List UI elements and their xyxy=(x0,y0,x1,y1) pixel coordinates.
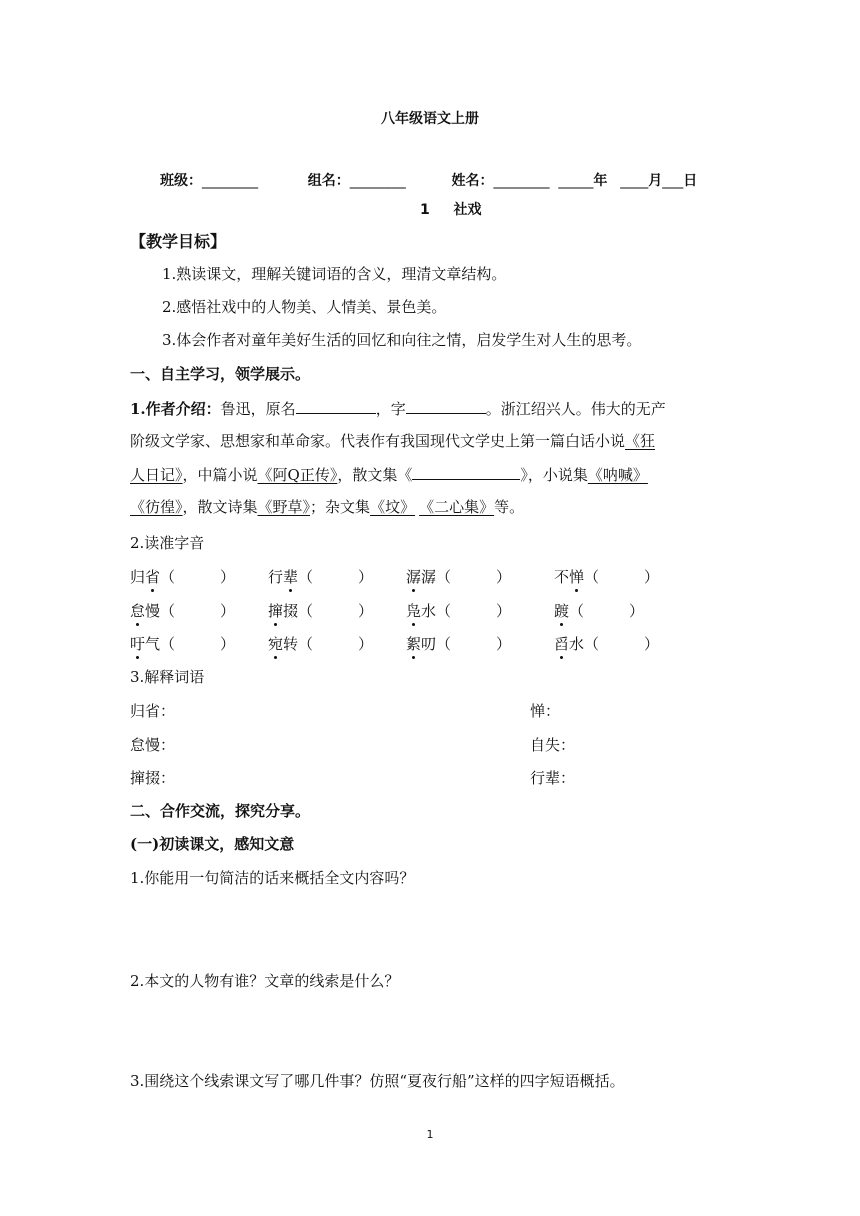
group-label: 组名： xyxy=(307,173,350,189)
emphasis-char: 潺 xyxy=(406,568,422,586)
pinyin-answer-blank[interactable]: （ ） xyxy=(436,635,512,653)
work-title: 《呐喊》 xyxy=(587,466,648,484)
word-char: 行 xyxy=(268,568,284,586)
pronounce-heading: 2.读准字音 xyxy=(130,534,205,552)
emphasis-char: 舀 xyxy=(554,635,570,653)
info-line xyxy=(160,170,697,190)
pinyin-answer-blank[interactable]: （ ） xyxy=(436,568,512,586)
author-text: ，中篇小说 xyxy=(182,466,258,484)
emphasis-char: 吁 xyxy=(130,635,146,653)
emphasis-char: 辈 xyxy=(283,568,299,586)
question-item: 1.你能用一句简洁的话来概括全文内容吗？ xyxy=(130,869,415,887)
author-text: ，字 xyxy=(375,400,406,418)
author-text: 。浙江绍兴人。伟大的无产 xyxy=(485,400,666,418)
pronounce-item xyxy=(130,600,235,621)
author-label: 1.作者介绍： xyxy=(130,400,221,418)
author-text: 》，小说集 xyxy=(520,466,588,484)
word-item: 行辈： xyxy=(530,769,576,787)
work-title: 《彷徨》 xyxy=(130,498,183,516)
class-field[interactable]: ________ xyxy=(202,173,258,189)
word-char: 掇 xyxy=(283,602,299,620)
pinyin-answer-blank[interactable]: （ ） xyxy=(160,635,236,653)
name-label: 姓名： xyxy=(451,173,494,189)
pinyin-answer-blank[interactable]: （ ） xyxy=(584,568,660,586)
word-item: 撺掇： xyxy=(130,769,176,787)
month-field[interactable]: ____ xyxy=(620,173,649,189)
month-label: 月 xyxy=(648,173,663,189)
word-item: 归省： xyxy=(130,702,176,720)
word-item: 怠慢： xyxy=(130,736,176,754)
pinyin-answer-blank[interactable]: （ ） xyxy=(584,635,660,653)
pinyin-answer-blank[interactable]: （ ） xyxy=(298,568,374,586)
pinyin-answer-blank[interactable]: （ ） xyxy=(298,602,374,620)
author-line-3 xyxy=(130,463,648,485)
pinyin-answer-blank[interactable]: （ ） xyxy=(160,602,236,620)
word-char: 潺 xyxy=(421,568,437,586)
work-title: 《二心集》 xyxy=(419,498,495,516)
word-char: 归 xyxy=(130,568,146,586)
goals-heading: 【教学目标】 xyxy=(130,232,227,251)
author-text: 鲁迅，原名 xyxy=(220,400,296,418)
word-char: 叨 xyxy=(421,635,437,653)
author-line-4 xyxy=(130,496,524,517)
prose-collection-blank[interactable] xyxy=(412,463,520,480)
words-heading: 3.解释词语 xyxy=(130,668,205,686)
author-text: ，散文诗集 xyxy=(182,498,258,516)
work-title: 《野草》 xyxy=(257,498,311,516)
pronounce-item xyxy=(554,633,659,654)
pronounce-item xyxy=(554,600,644,621)
author-text: ；杂文集 xyxy=(310,498,371,516)
courtesy-name-blank[interactable] xyxy=(406,397,486,414)
pinyin-answer-blank[interactable]: （ ） xyxy=(160,568,236,586)
word-char: 水 xyxy=(569,635,585,653)
class-label: 班级： xyxy=(160,173,202,189)
emphasis-char: 凫 xyxy=(406,602,422,620)
pronounce-item xyxy=(130,566,235,587)
group-field[interactable]: ________ xyxy=(349,173,406,189)
work-title: 《狂 xyxy=(625,432,656,450)
word-char: 气 xyxy=(145,635,161,653)
emphasis-char: 撺 xyxy=(268,602,284,620)
work-title: 人日记》 xyxy=(130,466,183,484)
pronounce-item xyxy=(406,600,511,621)
original-name-blank[interactable] xyxy=(296,397,376,414)
question-item: 3.围绕这个线索课文写了哪几件事？仿照“夏夜行船”这样的四字短语概括。 xyxy=(130,1072,625,1090)
emphasis-char: 惮 xyxy=(569,568,585,586)
pronounce-item xyxy=(130,633,235,654)
pronounce-item xyxy=(268,633,373,654)
goal-item: 2.感悟社戏中的人物美、人情美、景色美。 xyxy=(162,298,447,316)
work-title: 《阿Q正传》 xyxy=(257,466,338,484)
word-char: 水 xyxy=(421,602,437,620)
pinyin-answer-blank[interactable]: （ ） xyxy=(436,602,512,620)
pronounce-item xyxy=(268,566,373,587)
pinyin-answer-blank[interactable]: （ ） xyxy=(569,602,645,620)
day-field[interactable]: ___ xyxy=(662,173,684,189)
lesson-name: 社戏 xyxy=(453,202,482,218)
pinyin-answer-blank[interactable]: （ ） xyxy=(298,635,374,653)
pronounce-item xyxy=(268,600,373,621)
word-char: 不 xyxy=(554,568,570,586)
author-text: ，散文集《 xyxy=(337,466,413,484)
author-line-1 xyxy=(130,397,666,419)
section2-heading: 二、合作交流，探究分享。 xyxy=(130,802,311,820)
author-text: 等。 xyxy=(494,498,525,516)
author-line-2 xyxy=(130,430,655,451)
goal-item: 3.体会作者对童年美好生活的回忆和向往之情，启发学生对人生的思考。 xyxy=(162,331,642,349)
emphasis-char: 怠 xyxy=(130,602,146,620)
word-char: 转 xyxy=(283,635,299,653)
year-field[interactable]: _____ xyxy=(558,173,594,189)
page-title: 八年级语文上册 xyxy=(381,111,479,127)
author-text: 阶级文学家、思想家和革命家。代表作有我国现代文学史上第一篇白话小说 xyxy=(130,432,626,450)
year-label: 年 xyxy=(593,173,608,189)
goal-item: 1.熟读课文，理解关键词语的含义，理清文章结构。 xyxy=(162,265,507,283)
lesson-title xyxy=(420,199,482,219)
pronounce-item xyxy=(406,566,511,587)
work-title: 《坟》 xyxy=(370,498,416,516)
word-char: 慢 xyxy=(145,602,161,620)
lesson-number: 1 xyxy=(420,202,430,218)
question-item: 2.本文的人物有谁？文章的线索是什么？ xyxy=(130,972,400,990)
emphasis-char: 踱 xyxy=(554,602,570,620)
pronounce-item xyxy=(554,566,659,587)
name-field[interactable]: ________ xyxy=(493,173,550,189)
day-label: 日 xyxy=(683,173,698,189)
emphasis-char: 絮 xyxy=(406,635,422,653)
emphasis-char: 宛 xyxy=(268,635,284,653)
emphasis-char: 省 xyxy=(145,568,161,586)
word-item: 惮： xyxy=(530,702,561,720)
word-item: 自失： xyxy=(530,736,576,754)
section1-heading: 一、自主学习，领学展示。 xyxy=(130,365,311,383)
section2-subheading: (一)初读课文，感知文意 xyxy=(130,835,295,853)
page-number: 1 xyxy=(426,1128,434,1141)
pronounce-item xyxy=(406,633,511,654)
